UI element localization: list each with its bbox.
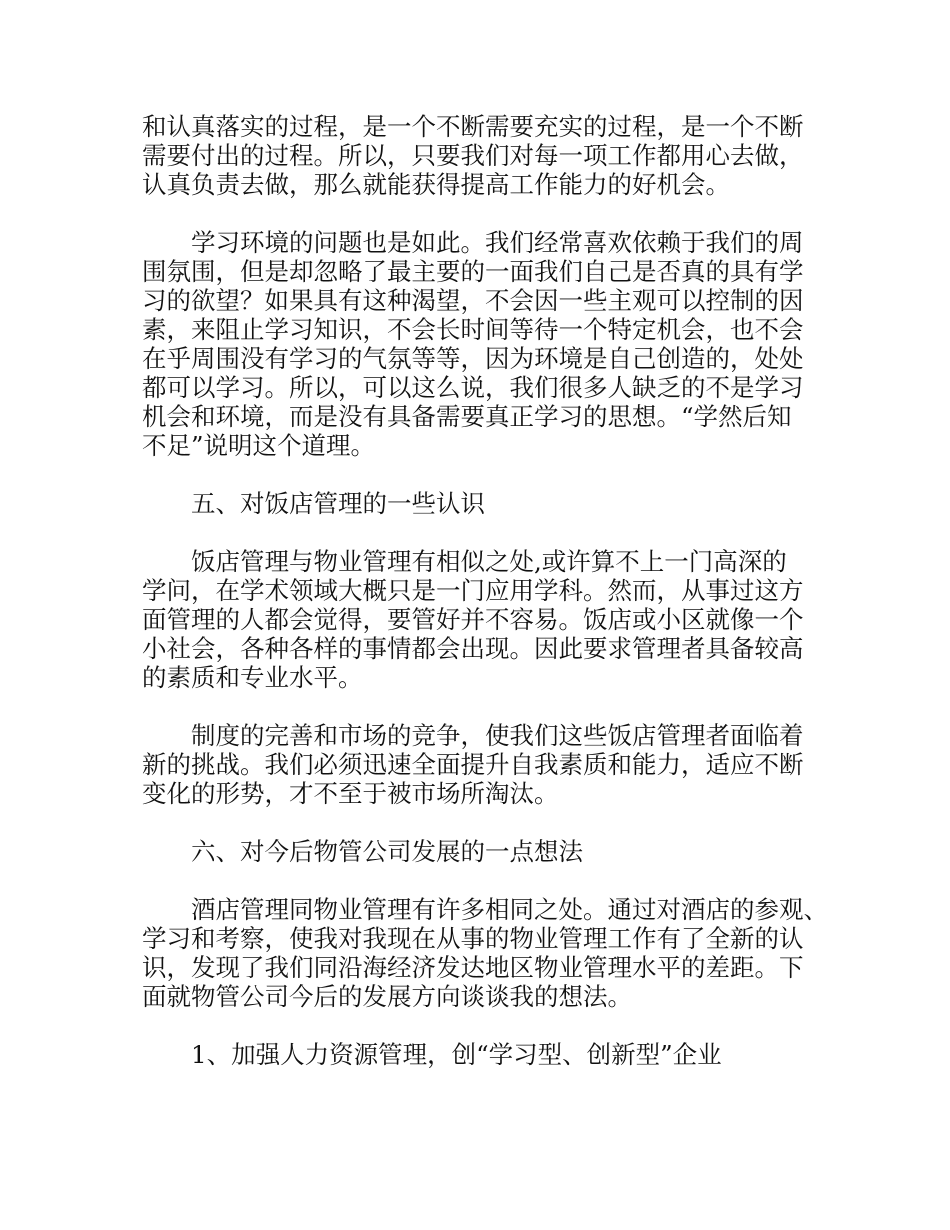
text-line: 学习环境的问题也是如此。我们经常喜欢依赖于我们的周 — [142, 228, 804, 257]
text-line: 认真负责去做，那么就能获得提高工作能力的好机会。 — [142, 170, 730, 199]
section-heading-5 — [142, 489, 842, 518]
text-line: 机会和环境，而是没有具备需要真正学习的思想。“学然后知 — [142, 402, 792, 431]
text-line: 不足”说明这个道理。 — [142, 431, 376, 460]
paragraph-future-development — [142, 895, 842, 1011]
text-line: 的素质和专业水平。 — [142, 663, 363, 692]
text-line: 素，来阻止学习知识，不会长时间等待一个特定机会，也不会 — [142, 315, 804, 344]
text-line: 酒店管理同物业管理有许多相同之处。通过对酒店的参观、 — [142, 895, 828, 924]
document-page — [142, 112, 842, 1098]
text-line: 都可以学习。所以，可以这么说，我们很多人缺乏的不是学习 — [142, 373, 804, 402]
heading-line: 五、对饭店管理的一些认识 — [142, 489, 485, 518]
text-line: 学问，在学术领域大概只是一门应用学科。然而，从事过这方 — [142, 576, 804, 605]
paragraph-challenges — [142, 721, 842, 808]
text-line: 面就物管公司今后的发展方向谈谈我的想法。 — [142, 982, 632, 1011]
heading-line: 1、加强人力资源管理，创“学习型、创新型”企业 — [142, 1040, 722, 1069]
heading-line: 六、对今后物管公司发展的一点想法 — [142, 837, 583, 866]
text-line: 制度的完善和市场的竞争，使我们这些饭店管理者面临着 — [142, 721, 804, 750]
text-line: 饭店管理与物业管理有相似之处,或许算不上一门高深的 — [142, 547, 787, 576]
text-line: 和认真落实的过程，是一个不断需要充实的过程，是一个不断 — [142, 112, 804, 141]
section-heading-6 — [142, 837, 842, 866]
text-line: 小社会，各种各样的事情都会出现。因此要求管理者具备较高 — [142, 634, 804, 663]
text-line: 在乎周围没有学习的气氛等等，因为环境是自己创造的，处处 — [142, 344, 804, 373]
text-line: 围氛围，但是却忽略了最主要的一面我们自己是否真的具有学 — [142, 257, 804, 286]
text-line: 习的欲望？如果具有这种渴望，不会因一些主观可以控制的因 — [142, 286, 804, 315]
paragraph-learning-environment — [142, 228, 842, 460]
paragraph-continuation — [142, 112, 842, 199]
text-line: 需要付出的过程。所以，只要我们对每一项工作都用心去做， — [142, 141, 804, 170]
paragraph-hotel-management — [142, 547, 842, 692]
text-line: 识，发现了我们同沿海经济发达地区物业管理水平的差距。下 — [142, 953, 804, 982]
text-line: 新的挑战。我们必须迅速全面提升自我素质和能力，适应不断 — [142, 750, 804, 779]
text-line: 变化的形势，才不至于被市场所淘汰。 — [142, 779, 559, 808]
subsection-heading-1 — [142, 1040, 842, 1069]
text-line: 面管理的人都会觉得，要管好并不容易。饭店或小区就像一个 — [142, 605, 804, 634]
text-line: 学习和考察，使我对我现在从事的物业管理工作有了全新的认 — [142, 924, 804, 953]
